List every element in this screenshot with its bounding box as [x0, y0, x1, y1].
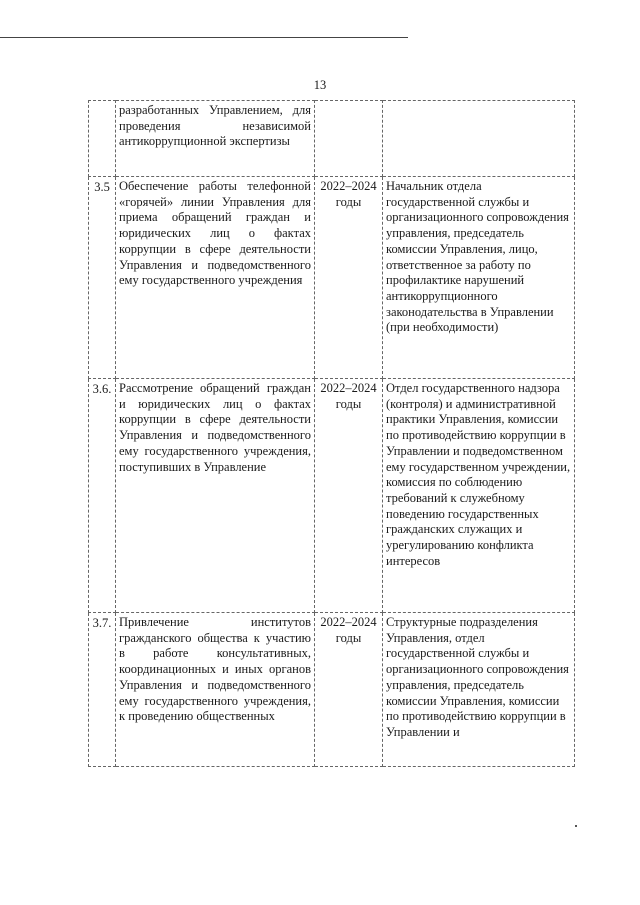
- table-row: [89, 379, 575, 613]
- measure-description: разработанных Управлением, для проведения независимой антикоррупционной экспертизы: [116, 101, 315, 177]
- measure-description: Обеспечение работы телефонной «горячей» линии Управления для приема обращений граждан и юридических лиц о фактах коррупции в сфере деятельности Управления и подведомственного ему государственного учреждения: [116, 177, 315, 379]
- scan-speck: [575, 825, 577, 827]
- measures-table: [88, 100, 575, 767]
- measure-description: Привлечение институтов гражданского общества к участию в работе консультативных, координационных и иных органов Управления и подведомственного ему государственного учреждения, к проведению общественных: [116, 613, 315, 767]
- row-number: 3.7.: [89, 613, 116, 767]
- measure-period: 2022–2024 годы: [315, 613, 383, 767]
- measure-period: 2022–2024 годы: [315, 177, 383, 379]
- measure-responsible: [383, 101, 575, 177]
- measure-responsible: Начальник отдела государственной службы и организационного сопровождения управления, председатель комиссии Управления, лицо, ответственное за работу по профилактике нарушений антикоррупционного законодательства в Управлении (при необходимости): [383, 177, 575, 379]
- row-number: 3.6.: [89, 379, 116, 613]
- measure-period: [315, 101, 383, 177]
- table-row: [89, 177, 575, 379]
- table-row: [89, 101, 575, 177]
- measure-responsible: Отдел государственного надзора (контроля) и административной практики Управления, комиссии по противодействию коррупции в Управлении и подведомственном ему государственном учреждении, комиссия по соблюдению требований к служебному поведению государственных гражданских служащих и урегулированию конфликта интересов: [383, 379, 575, 613]
- measure-period: 2022–2024 годы: [315, 379, 383, 613]
- measure-description: Рассмотрение обращений граждан и юридических лиц о фактах коррупции в сфере деятельности Управления и подведомственного ему государственного учреждения, поступивших в Управление: [116, 379, 315, 613]
- page-number: 13: [313, 78, 327, 92]
- table-row: [89, 613, 575, 767]
- row-number: [89, 101, 116, 177]
- measure-responsible: Структурные подразделения Управления, отдел государственной службы и организационного сопровождения управления, председатель комиссии Управления, комиссии по противодействию коррупции в Управлении и: [383, 613, 575, 767]
- row-number: 3.5: [89, 177, 116, 379]
- top-rule: [0, 37, 408, 38]
